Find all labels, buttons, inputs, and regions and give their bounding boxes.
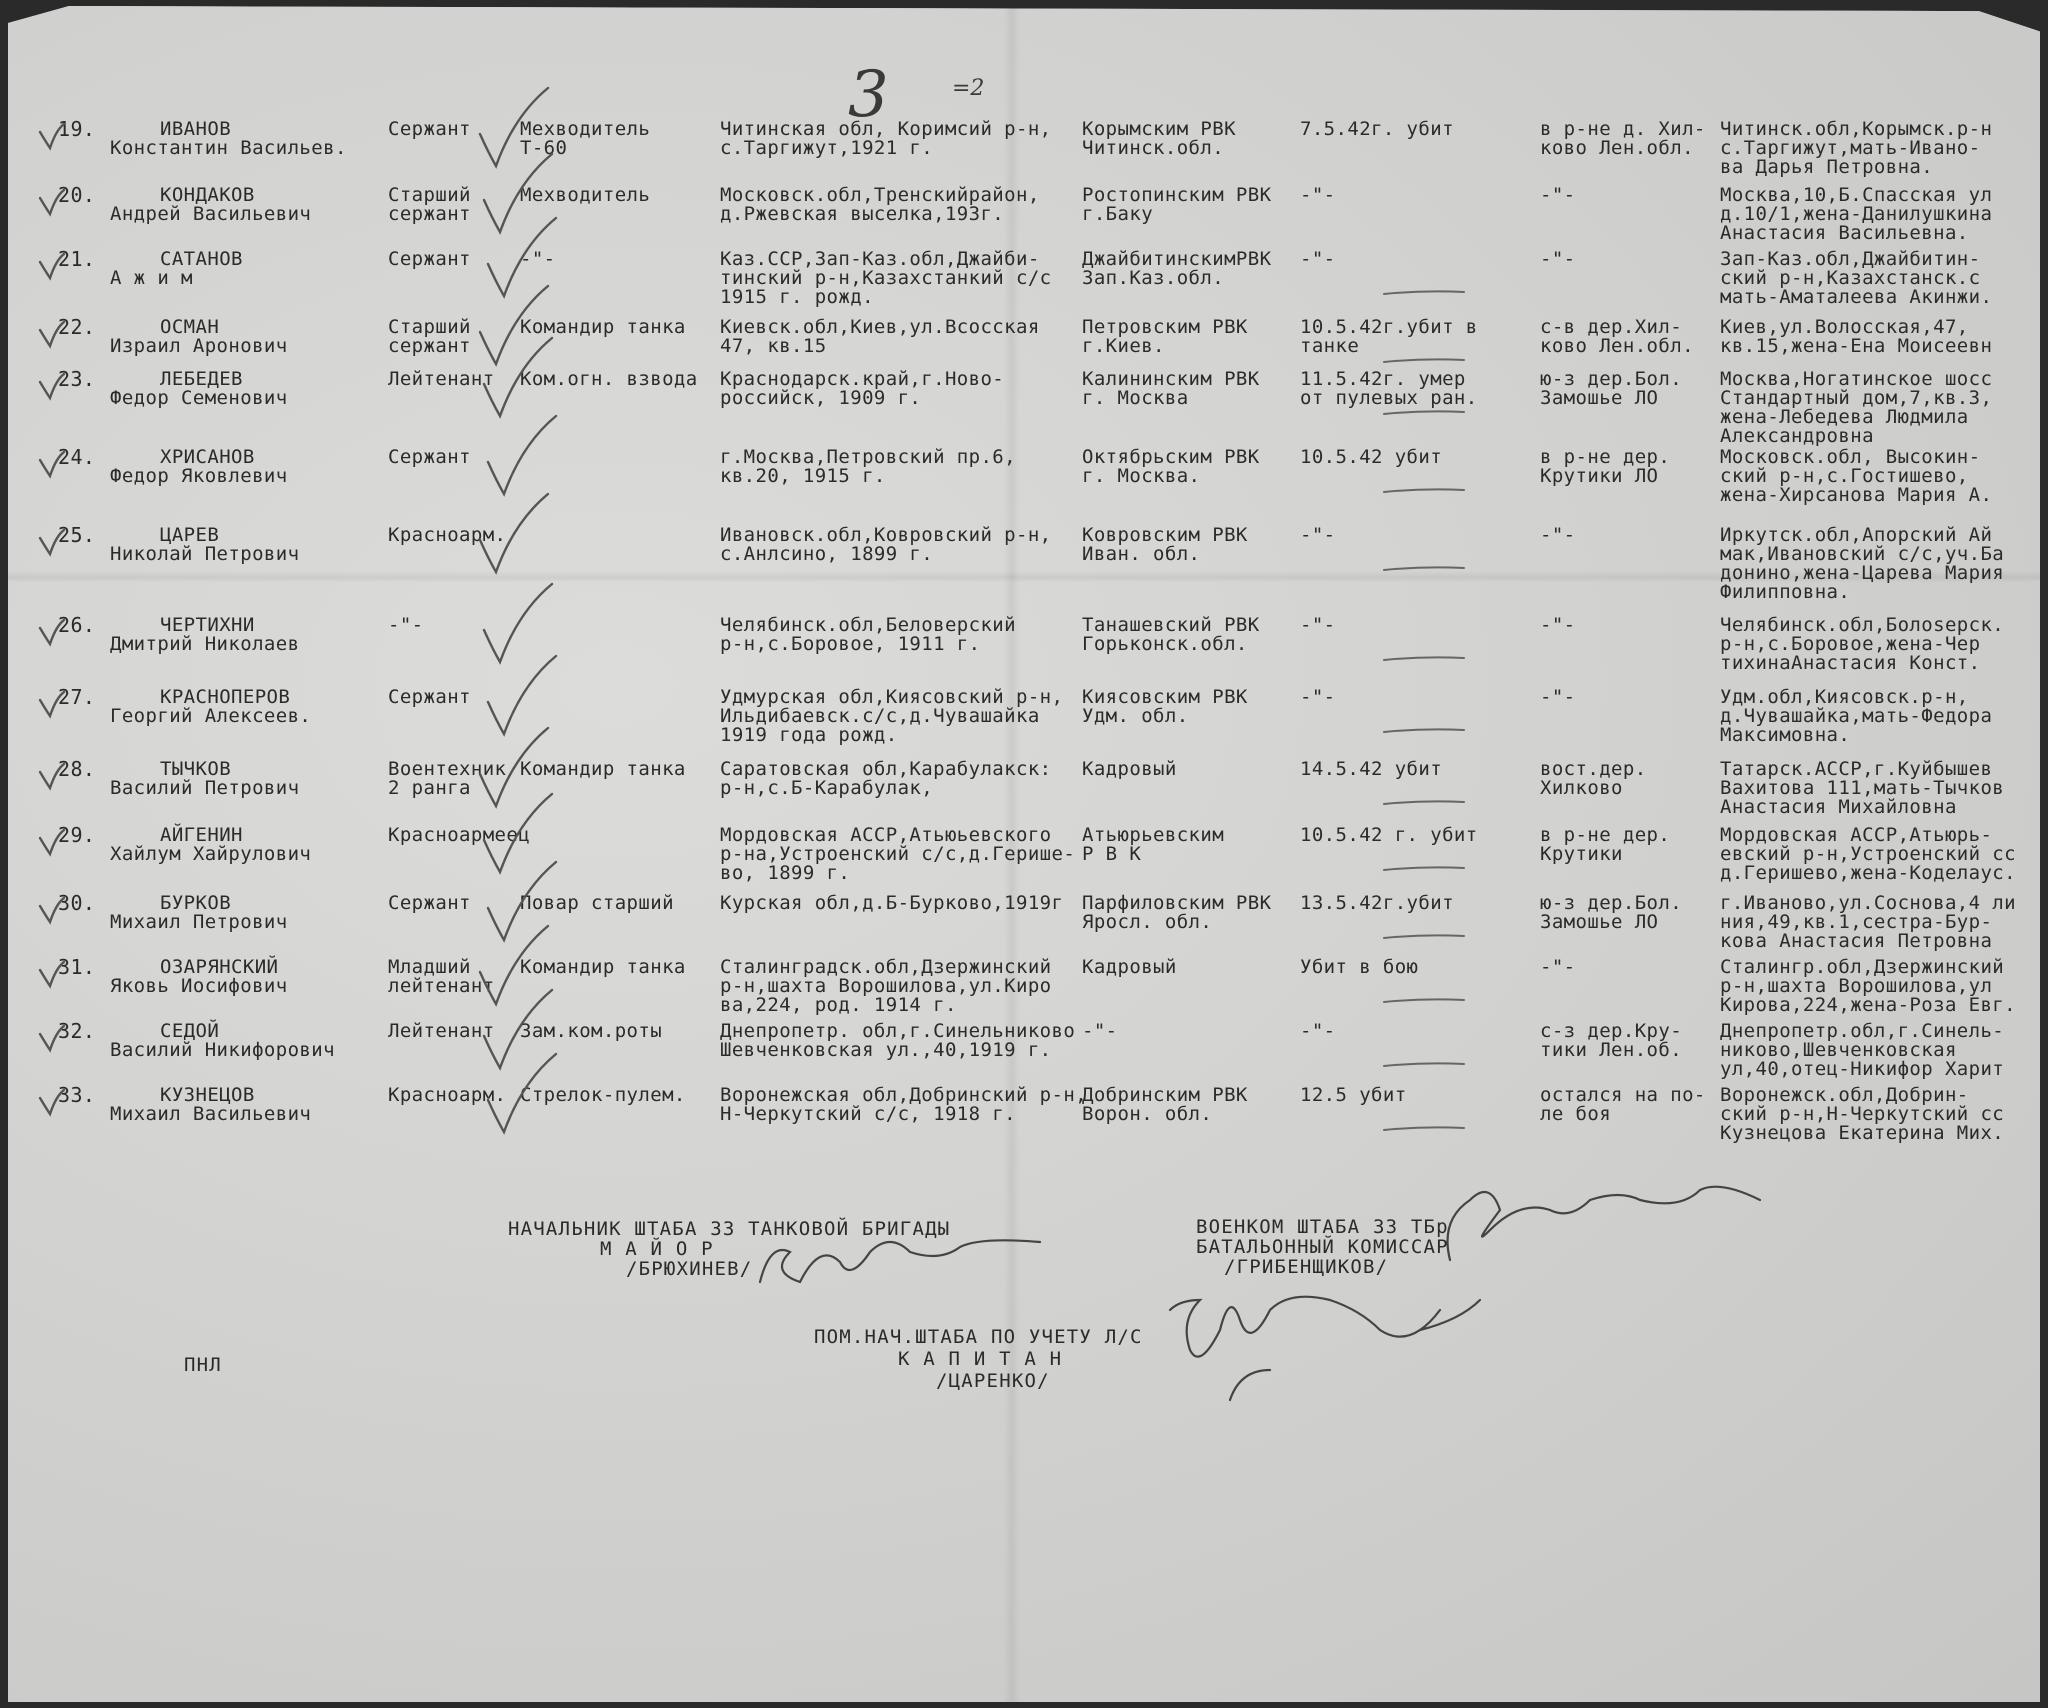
birth-line: Н-Черкутский с/с, 1918 г. <box>720 1103 1016 1125</box>
name-line: Яковь Иосифович <box>110 975 288 997</box>
name-line: КРАСНОПЕРОВ <box>160 686 291 708</box>
address-line: р-н,с.Боровое,жена-Чер <box>1720 633 1981 655</box>
birth-line: р-на,Устроенский с/с,д.Герише- <box>720 843 1076 865</box>
name-line: ИВАНОВ <box>160 118 232 140</box>
place-line: тики Лен.об. <box>1540 1039 1683 1061</box>
fate-line: -"- <box>1300 524 1336 546</box>
rank-line: лейтенант <box>388 975 495 997</box>
place-line: Крутики <box>1540 843 1623 865</box>
name-line: Хайлум Хайрулович <box>110 843 312 865</box>
rvk-line: Калининским РВК <box>1082 368 1260 390</box>
address-line: с.Таргижут,мать-Ивано- <box>1720 137 1981 159</box>
rank-line: Лейтенант <box>388 368 495 390</box>
name-line: Израил Аронович <box>110 335 288 357</box>
underline-dash <box>1384 801 1464 804</box>
rvk-line: Кадровый <box>1082 758 1177 780</box>
address-line: Татарск.АССР,г.Куйбышев <box>1720 758 1993 780</box>
rank-line: Сержант <box>388 118 471 140</box>
margin-check-mark <box>40 1090 64 1114</box>
place-line: ю-з дер.Бол. <box>1540 892 1683 914</box>
margin-check-mark <box>40 530 64 554</box>
check-marks <box>40 88 556 1132</box>
birth-line: Удмурская обл,Киясовский р-н, <box>720 686 1064 708</box>
address-line: Днепропетр.обл,г.Синель- <box>1720 1020 2005 1042</box>
address-line: ния,49,кв.1,сестра-Бур- <box>1720 911 1993 933</box>
rank-line: Лейтенант <box>388 1020 495 1042</box>
position-line: Повар старший <box>520 892 674 914</box>
chief-title: НАЧАЛЬНИК ШТАБА 33 ТАНКОВОЙ БРИГАДЫ <box>508 1218 951 1240</box>
address-line: Стандартный дом,7,кв.3, <box>1720 387 1993 409</box>
birth-line: р-н,с.Боровое, 1911 г. <box>720 633 981 655</box>
name-line: ХРИСАНОВ <box>160 446 255 468</box>
margin-check-mark <box>40 254 64 278</box>
assistant-title: ПОМ.НАЧ.ШТАБА ПО УЧЕТУ Л/С <box>814 1326 1143 1348</box>
address-line: д.10/1,жена-Данилушкина <box>1720 203 1993 225</box>
place-line: Замошье ЛО <box>1540 387 1659 409</box>
position-line: Т-60 <box>520 137 568 159</box>
rvk-line: Киясовским РВК <box>1082 686 1248 708</box>
position-line: Зам.ком.роты <box>520 1020 663 1042</box>
fate-line: 13.5.42г.убит <box>1300 892 1454 914</box>
page-number-suffix: =2 <box>952 76 985 101</box>
rvk-line: Танашевский РВК <box>1082 614 1260 636</box>
underline-dash <box>1384 1063 1464 1066</box>
position-line: Командир танка <box>520 758 686 780</box>
margin-note: ПНЛ <box>184 1354 222 1376</box>
birth-line: Курская обл,д.Б-Бурково,1919г <box>720 892 1064 914</box>
margin-check-mark <box>40 124 64 148</box>
rvk-line: Читинск.обл. <box>1082 137 1225 159</box>
place-line: ю-з дер.Бол. <box>1540 368 1683 390</box>
rank-line: Старший <box>388 316 471 338</box>
name-line: Михаил Васильевич <box>110 1103 312 1125</box>
name-line: Василий Петрович <box>110 777 300 799</box>
rvk-line: Ростопинским РВК <box>1082 184 1272 206</box>
fate-line: -"- <box>1300 248 1336 270</box>
rank-line: Красноарм. <box>388 524 507 546</box>
rvk-line: г. Москва <box>1082 387 1189 409</box>
rank-line: Сержант <box>388 686 471 708</box>
place-line: -"- <box>1540 184 1576 206</box>
address-line: Челябинск.обл,Болоsерск. <box>1720 614 2005 636</box>
address-line: мать-Аматалеева Акинжи. <box>1720 286 1993 308</box>
birth-line: тинский р-н,Казахстанкий с/с <box>720 267 1052 289</box>
fate-line: танке <box>1300 335 1360 357</box>
address-line: ский р-н,Н-Черкутский сс <box>1720 1103 2005 1125</box>
commissar-rank: БАТАЛЬОННЫЙ КОМИССАР <box>1196 1236 1449 1258</box>
address-line: Александровна <box>1720 425 1874 447</box>
chief-rank: М А Й О Р <box>600 1238 714 1260</box>
rvk-line: Атьюрьевским <box>1082 824 1225 846</box>
check-mark <box>488 656 556 734</box>
row-number: 28. <box>58 757 96 781</box>
rvk-line: ДжайбитинскимРВК <box>1082 248 1272 270</box>
address-line: Анастасия Михайловна <box>1720 796 1957 818</box>
position-line: -"- <box>520 248 556 270</box>
rvk-line: Петровским РВК <box>1082 316 1248 338</box>
rvk-line: Зап.Каз.обл. <box>1082 267 1225 289</box>
name-line: САТАНОВ <box>160 248 243 270</box>
check-mark <box>484 794 552 872</box>
address-line: евский р-н,Устроенский сс <box>1720 843 2016 865</box>
margin-check-mark <box>40 764 64 788</box>
assistant-name: /ЦАРЕНКО/ <box>936 1370 1050 1392</box>
position-line: Мехводитель <box>520 118 651 140</box>
birth-line: ва,224, род. 1914 г. <box>720 994 957 1016</box>
place-line: -"- <box>1540 956 1576 978</box>
birth-line: Саратовская обл,Карабулакск: <box>720 758 1052 780</box>
chief-name: /БРЮХИНЕВ/ <box>626 1258 753 1280</box>
underline-dashes <box>1384 291 1464 1130</box>
address-line: Москва,Ногатинское шосс <box>1720 368 1993 390</box>
address-line: д.Геришево,жена-Коделаус. <box>1720 862 2016 884</box>
place-line: с-в дер.Хил- <box>1540 316 1683 338</box>
fate-line: 10.5.42 г. убит <box>1300 824 1478 846</box>
name-line: Федор Яковлевич <box>110 465 288 487</box>
row-number: 30. <box>58 891 96 915</box>
address-line: Иркутск.обл,Апорский Ай <box>1720 524 1993 546</box>
margin-check-mark <box>40 1026 64 1050</box>
row-number: 23. <box>58 367 96 391</box>
address-line: Воронежск.обл,Добрин- <box>1720 1084 1969 1106</box>
place-line: с-з дер.Кру- <box>1540 1020 1683 1042</box>
place-line: остался на по- <box>1540 1084 1706 1106</box>
underline-dash <box>1384 729 1464 732</box>
address-line: донино,жена-Царева Мария <box>1720 562 2005 584</box>
fate-line: -"- <box>1300 184 1336 206</box>
place-line: вост.дер. <box>1540 758 1647 780</box>
rank-line: Сержант <box>388 892 471 914</box>
rvk-line: Корымским РВК <box>1082 118 1236 140</box>
place-line: -"- <box>1540 614 1576 636</box>
address-line: никово,Шевченковская <box>1720 1039 1957 1061</box>
assistant-rank: К А П И Т А Н <box>898 1348 1063 1370</box>
birth-line: д.Ржевская выселка,193г. <box>720 203 1005 225</box>
margin-check-mark <box>40 830 64 854</box>
place-line: Замошье ЛО <box>1540 911 1659 933</box>
row-number: 31. <box>58 955 96 979</box>
rank-line: сержант <box>388 335 471 357</box>
name-line: ОСМАН <box>160 316 220 338</box>
fate-line: 12.5 убит <box>1300 1084 1407 1106</box>
name-line: Георгий Алексеев. <box>110 705 312 727</box>
address-line: тихинаАнастасия Конст. <box>1720 652 1981 674</box>
page-number: 3 <box>848 58 889 132</box>
row-number: 20. <box>58 183 96 207</box>
birth-line: Каз.ССР,Зап-Каз.обл,Джайби- <box>720 248 1040 270</box>
place-line: ково Лен.обл. <box>1540 335 1694 357</box>
address-line: Филипповна. <box>1720 581 1851 603</box>
address-line: Мордовская АССР,Атьюрь- <box>1720 824 1993 846</box>
row-number: 24. <box>58 445 96 469</box>
rank-line: Старший <box>388 184 471 206</box>
address-line: Кирова,224,жена-Роза Евг. <box>1720 994 2016 1016</box>
name-line: КУЗНЕЦОВ <box>160 1084 255 1106</box>
address-line: р-н,шахта Ворошилова,ул <box>1720 975 1993 997</box>
underline-dash <box>1384 867 1464 870</box>
underline-dash <box>1384 359 1464 362</box>
name-line: БУРКОВ <box>160 892 232 914</box>
address-line: Читинск.обл,Корымск.р-н <box>1720 118 1993 140</box>
birth-line: Киевск.обл,Киев,ул.Всосская <box>720 316 1040 338</box>
row-number: 22. <box>58 315 96 339</box>
name-line: Николай Петрович <box>110 543 300 565</box>
address-line: Сталингр.обл,Дзержинский <box>1720 956 2005 978</box>
fate-line: от пулевых ран. <box>1300 387 1478 409</box>
address-line: ул,40,отец-Никифор Харит <box>1720 1058 2005 1080</box>
check-mark <box>480 88 548 166</box>
row-number: 33. <box>58 1083 96 1107</box>
name-line: Андрей Васильевич <box>110 203 312 225</box>
underline-dash <box>1384 489 1464 492</box>
address-line: Зап-Каз.обл,Джайбитин- <box>1720 248 1981 270</box>
birth-line: Воронежская обл,Добринский р-н, <box>720 1084 1088 1106</box>
margin-check-mark <box>40 898 64 922</box>
birth-line: Челябинск.обл,Беловерский <box>720 614 1016 636</box>
place-line: ле боя <box>1540 1103 1612 1125</box>
rank-line: -"- <box>388 614 424 636</box>
rank-line: Сержант <box>388 446 471 468</box>
name-line: ТЫЧКОВ <box>160 758 232 780</box>
commissar-title: ВОЕНКОМ ШТАБА 33 ТБр <box>1196 1216 1449 1238</box>
birth-line: Ильдибаевск.с/с,д.Чувашайка <box>720 705 1040 727</box>
underline-dash <box>1384 291 1464 294</box>
address-line: кова Анастасия Петровна <box>1720 930 1993 952</box>
birth-line: Московск.обл,Тренскийрайон, <box>720 184 1040 206</box>
fate-line: -"- <box>1300 686 1336 708</box>
birth-line: российск, 1909 г. <box>720 387 922 409</box>
name-line: ЦАРЕВ <box>160 524 220 546</box>
row-number: 19. <box>58 117 96 141</box>
fate-line: Убит в бою <box>1300 956 1419 978</box>
place-line: -"- <box>1540 524 1576 546</box>
place-line: ково Лен.обл. <box>1540 137 1694 159</box>
rank-line: Воентехник <box>388 758 507 780</box>
rvk-line: Добринским РВК <box>1082 1084 1248 1106</box>
check-mark <box>484 584 552 662</box>
address-line: ский р-н,с.Гостишево, <box>1720 465 1969 487</box>
fate-line: 10.5.42 убит <box>1300 446 1443 468</box>
commissar-name: /ГРИБЕНЩИКОВ/ <box>1224 1256 1389 1278</box>
margin-check-mark <box>40 322 64 346</box>
position-line: Командир танка <box>520 316 686 338</box>
position-line: Стрелок-пулем. <box>520 1084 686 1106</box>
birth-line: с.Анлсино, 1899 г. <box>720 543 934 565</box>
rvk-line: -"- <box>1082 1020 1118 1042</box>
birth-line: кв.20, 1915 г. <box>720 465 886 487</box>
row-number: 25. <box>58 523 96 547</box>
birth-line: 1915 г. рожд. <box>720 286 874 308</box>
underline-dash <box>1384 567 1464 570</box>
address-line: Максимовна. <box>1720 724 1851 746</box>
name-line: АЙГЕНИН <box>160 824 243 846</box>
place-line: в р-не д. Хил- <box>1540 118 1706 140</box>
rvk-line: Яросл. обл. <box>1082 911 1213 933</box>
address-line: жена-Хирсанова Мария А. <box>1720 484 1993 506</box>
underline-dash <box>1384 1127 1464 1130</box>
underline-dash <box>1384 657 1464 660</box>
fate-line: 14.5.42 убит <box>1300 758 1443 780</box>
name-line: А ж и м <box>110 267 193 289</box>
rvk-line: г. Москва. <box>1082 465 1201 487</box>
name-line: Михаил Петрович <box>110 911 288 933</box>
row-number: 27. <box>58 685 96 709</box>
address-line: Анастасия Васильевна. <box>1720 222 1969 244</box>
birth-line: 47, кв.15 <box>720 335 827 357</box>
margin-check-mark <box>40 962 64 986</box>
margin-check-mark <box>40 620 64 644</box>
check-mark <box>484 154 552 232</box>
check-mark <box>480 728 548 806</box>
fate-line: 10.5.42г.убит в <box>1300 316 1478 338</box>
birth-line: Читинская обл, Коримсий р-н, <box>720 118 1052 140</box>
name-line: ЛЕБЕДЕВ <box>160 368 243 390</box>
rvk-line: г.Баку <box>1082 203 1154 225</box>
birth-line: р-н,с.Б-Карабулак, <box>720 777 934 799</box>
birth-line: Мордовская АССР,Атьюьевского <box>720 824 1052 846</box>
position-line: Ком.огн. взвода <box>520 368 698 390</box>
row-number: 26. <box>58 613 96 637</box>
rank-line: Младший <box>388 956 471 978</box>
margin-check-mark <box>40 692 64 716</box>
check-mark <box>488 416 556 494</box>
name-line: Константин Васильев. <box>110 137 347 159</box>
check-mark <box>480 494 548 572</box>
row-number: 32. <box>58 1019 96 1043</box>
birth-line: Днепропетр. обл,г.Синельниково <box>720 1020 1076 1042</box>
rvk-line: Горьконск.обл. <box>1082 633 1248 655</box>
rvk-line: г.Киев. <box>1082 335 1165 357</box>
place-line: в р-не дер. <box>1540 824 1671 846</box>
position-line: Мехводитель <box>520 184 651 206</box>
rvk-line: Удм. обл. <box>1082 705 1189 727</box>
check-mark <box>484 338 552 416</box>
address-line: г.Иваново,ул.Соснова,4 ли <box>1720 892 2016 914</box>
name-line: ОЗАРЯНСКИЙ <box>160 956 279 978</box>
name-line: Федор Семенович <box>110 387 288 409</box>
name-line: ЧЕРТИХНИ <box>160 614 255 636</box>
rank-line: Красноарм. <box>388 1084 507 1106</box>
margin-check-mark <box>40 374 64 398</box>
fate-line: 11.5.42г. умер <box>1300 368 1466 390</box>
rvk-line: Р В К <box>1082 843 1142 865</box>
underline-dash <box>1384 411 1464 414</box>
rank-line: Красноармеец <box>388 824 531 846</box>
margin-check-mark <box>40 452 64 476</box>
address-line: мак,Ивановский с/с,уч.Ба <box>1720 543 2005 565</box>
place-line: в р-не дер. <box>1540 446 1671 468</box>
rvk-line: Ворон. обл. <box>1082 1103 1213 1125</box>
address-line: кв.15,жена-Ена Моисеевн <box>1720 335 1993 357</box>
fate-line: 7.5.42г. убит <box>1300 118 1454 140</box>
birth-line: Ивановск.обл,Ковровский р-н, <box>720 524 1052 546</box>
address-line: ва Дарья Петровна. <box>1720 156 1934 178</box>
rank-line: сержант <box>388 203 471 225</box>
address-line: Кузнецова Екатерина Мих. <box>1720 1122 2005 1144</box>
address-line: Москва,10,Б.Спасская ул <box>1720 184 1993 206</box>
signature-chief <box>760 1240 1040 1282</box>
rvk-line: Кадровый <box>1082 956 1177 978</box>
row-number: 21. <box>58 247 96 271</box>
fate-line: -"- <box>1300 1020 1336 1042</box>
signature-assistant <box>1170 1297 1440 1400</box>
birth-line: р-н,шахта Ворошилова,ул.Киро <box>720 975 1052 997</box>
place-line: -"- <box>1540 686 1576 708</box>
underline-dash <box>1384 935 1464 938</box>
address-line: Московск.обл, Высокин- <box>1720 446 1981 468</box>
position-line: Командир танка <box>520 956 686 978</box>
place-line: Крутики ЛО <box>1540 465 1659 487</box>
check-mark <box>480 926 548 1004</box>
row-number: 29. <box>58 823 96 847</box>
birth-line: Краснодарск.край,г.Ново- <box>720 368 1005 390</box>
name-line: Василий Никифорович <box>110 1039 335 1061</box>
address-line: Удм.обл,Киясовск.р-н, <box>1720 686 1969 708</box>
birth-line: Шевченковская ул.,40,1919 г. <box>720 1039 1052 1061</box>
birth-line: Сталинградск.обл,Дзержинский <box>720 956 1052 978</box>
address-line: Киев,ул.Волосская,47, <box>1720 316 1969 338</box>
rank-line: 2 ранга <box>388 777 471 799</box>
margin-check-mark <box>40 190 64 214</box>
address-line: жена-Лебедева Людмила <box>1720 406 1969 428</box>
place-line: -"- <box>1540 248 1576 270</box>
birth-line: с.Таргижут,1921 г. <box>720 137 934 159</box>
birth-line: 1919 года рожд. <box>720 724 898 746</box>
address-line: Вахитова 111,мать-Тычков <box>1720 777 2005 799</box>
name-line: КОНДАКОВ <box>160 184 255 206</box>
underline-dash <box>1384 999 1464 1002</box>
address-line: д.Чувашайка,мать-Федора <box>1720 705 1993 727</box>
place-line: Хилково <box>1540 777 1623 799</box>
rvk-line: Ковровским РВК <box>1082 524 1248 546</box>
fate-line: -"- <box>1300 614 1336 636</box>
rvk-line: Иван. обл. <box>1082 543 1201 565</box>
name-line: Дмитрий Николаев <box>110 633 300 655</box>
signature-commissar <box>1420 1187 1760 1330</box>
name-line: СЕДОЙ <box>160 1020 220 1042</box>
rvk-line: Парфиловским РВК <box>1082 892 1272 914</box>
rank-line: Сержант <box>388 248 471 270</box>
birth-line: во, 1899 г. <box>720 862 851 884</box>
address-line: ский р-н,Казахстанск.с <box>1720 267 1981 289</box>
rvk-line: Октябрьским РВК <box>1082 446 1260 468</box>
birth-line: г.Москва,Петровский пр.6, <box>720 446 1016 468</box>
